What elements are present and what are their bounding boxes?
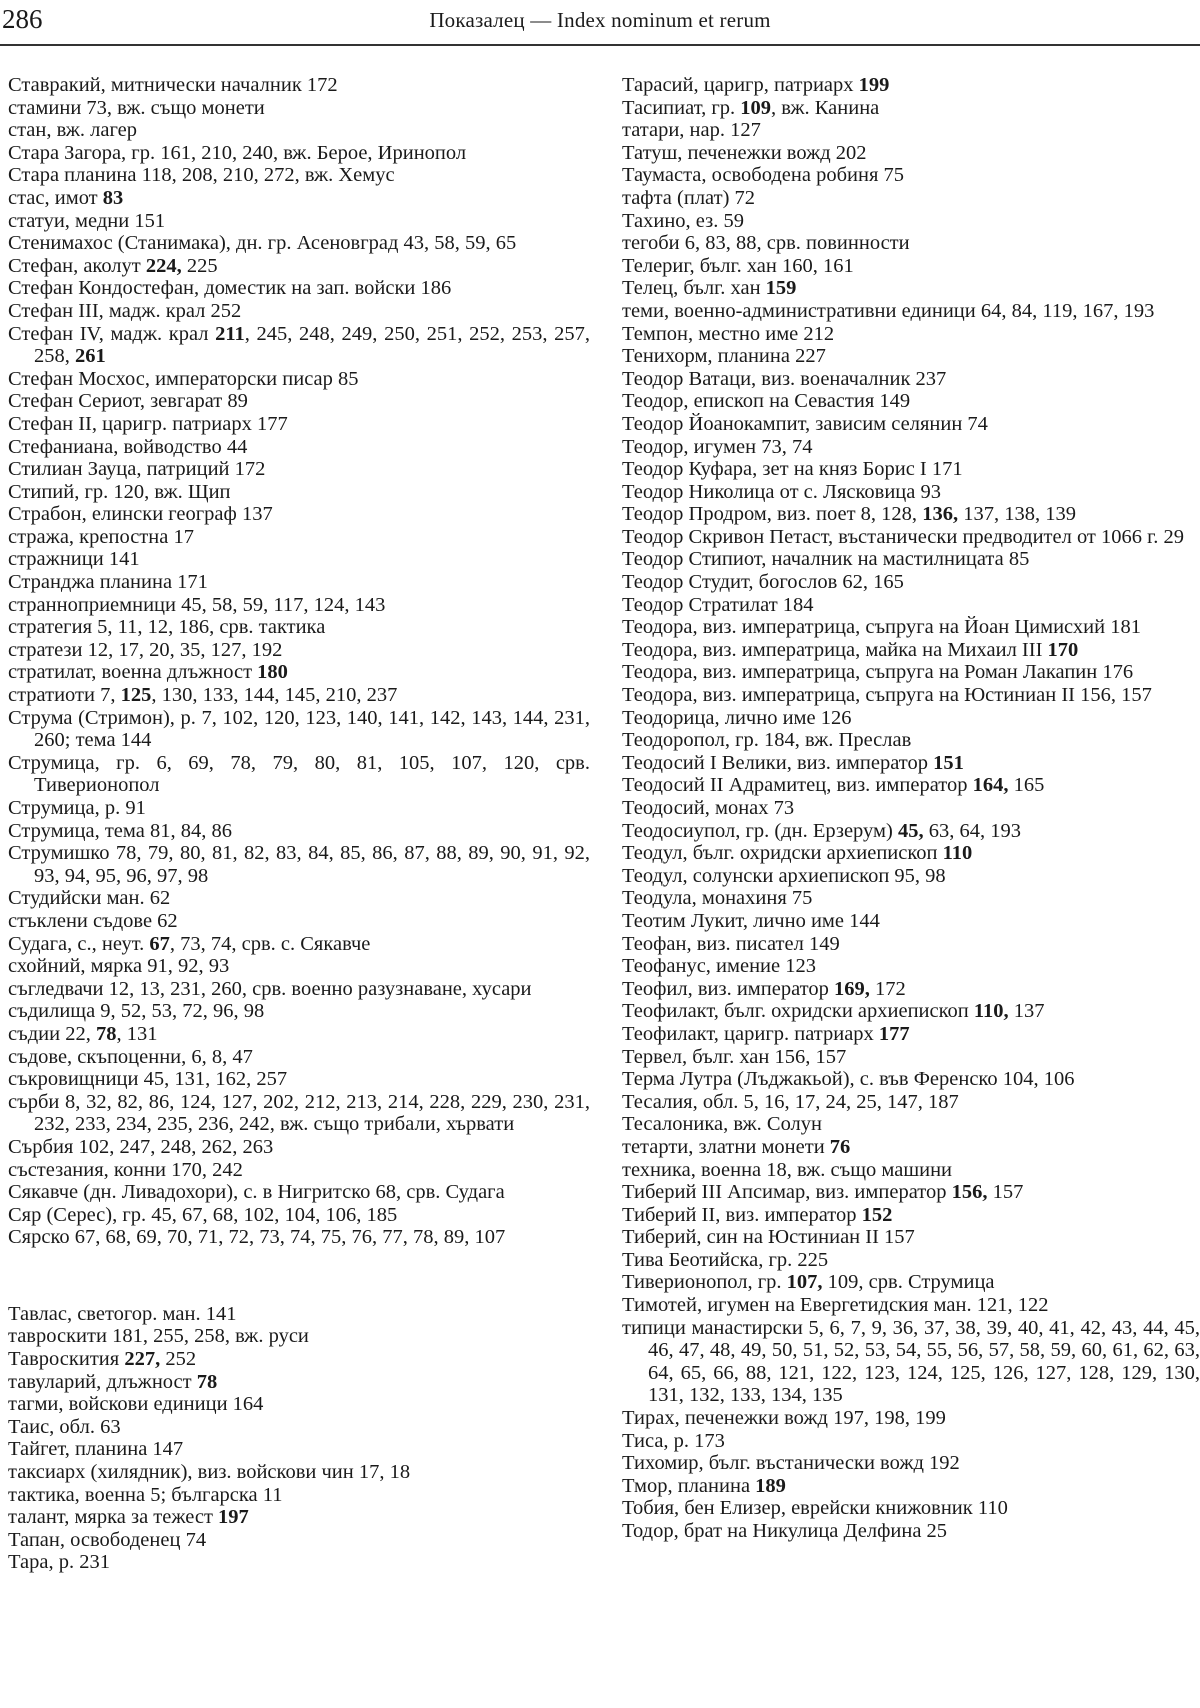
entry-text: стражници 141 bbox=[8, 548, 140, 571]
bold-page-ref: 151 bbox=[933, 751, 964, 774]
index-entry bbox=[8, 1438, 590, 1461]
entry-text: Теодула, монахиня 75 bbox=[622, 887, 813, 910]
index-entry bbox=[622, 729, 1200, 752]
index-entry bbox=[622, 526, 1200, 549]
index-entry bbox=[8, 1506, 590, 1529]
index-entry bbox=[8, 1371, 590, 1394]
entry-text: Тирах, печенежки вожд 197, 198, 199 bbox=[622, 1407, 946, 1430]
entry-text: стас, имот bbox=[8, 186, 103, 209]
entry-text: тафта (плат) 72 bbox=[622, 186, 756, 209]
index-entry bbox=[622, 119, 1200, 142]
index-entry bbox=[8, 1204, 590, 1227]
index-entry bbox=[8, 1136, 590, 1159]
index-entry bbox=[8, 1226, 590, 1249]
entry-text: талант, мярка за тежест bbox=[8, 1506, 219, 1529]
index-entry bbox=[622, 571, 1200, 594]
entry-text: Теофилакт, бълг. охридски архиепископ bbox=[622, 1000, 974, 1023]
index-entry bbox=[8, 1529, 590, 1552]
index-entry bbox=[622, 774, 1200, 797]
entry-text: тавроскити 181, 255, 258, вж. руси bbox=[8, 1325, 309, 1348]
entry-text: 137, 138, 139 bbox=[958, 503, 1076, 526]
entry-text: стратези 12, 17, 20, 35, 127, 192 bbox=[8, 638, 283, 661]
entry-text: Теодул, солунски архиепископ 95, 98 bbox=[622, 864, 946, 887]
entry-text: Струмица, р. 91 bbox=[8, 797, 146, 819]
entry-text: Теодоропол, гр. 184, вж. Преслав bbox=[622, 729, 912, 752]
entry-text: Студийски ман. 62 bbox=[8, 887, 171, 910]
index-entry bbox=[8, 1181, 590, 1204]
entry-text: стан, вж. лагер bbox=[8, 119, 137, 142]
entry-text: 109, срв. Струмица bbox=[822, 1271, 995, 1294]
entry-text: Тмор, планина bbox=[622, 1474, 756, 1497]
entry-text: Теодор Студит, богослов 62, 165 bbox=[622, 571, 904, 594]
entry-text: Теодор, епископ на Севастия 149 bbox=[622, 390, 911, 413]
bold-page-ref: 164, bbox=[972, 774, 1009, 797]
entry-text: Стефан IV, мадж. крал bbox=[8, 322, 216, 345]
index-entry bbox=[622, 978, 1200, 1001]
index-entry bbox=[8, 97, 590, 120]
entry-text: Тара, р. 231 bbox=[8, 1551, 110, 1574]
index-entry bbox=[8, 1159, 590, 1182]
index-entry bbox=[8, 955, 590, 978]
section-gap bbox=[8, 1249, 590, 1303]
index-entry bbox=[622, 752, 1200, 775]
entry-text: Стенимахос (Станимака), дн. гр. Асеновград 43, 58, 59, 65 bbox=[8, 232, 517, 255]
index-entry bbox=[622, 1068, 1200, 1091]
index-entry bbox=[8, 933, 590, 956]
entry-text: Телец, бълг. хан bbox=[622, 277, 766, 300]
entry-text: стратилат, военна длъжност bbox=[8, 661, 258, 684]
entry-text: Сърбия 102, 247, 248, 262, 263 bbox=[8, 1135, 274, 1158]
bold-page-ref: 159 bbox=[765, 277, 797, 300]
entry-text: Тиберий III Апсимар, виз. император bbox=[622, 1181, 952, 1204]
index-entry bbox=[622, 1271, 1200, 1294]
index-entry bbox=[8, 1484, 590, 1507]
entry-text: Темпон, местно име 212 bbox=[622, 322, 835, 345]
entry-text: Тавроскития bbox=[8, 1348, 125, 1371]
index-entry bbox=[8, 1551, 590, 1574]
entry-text: Теофил, виз. император bbox=[622, 977, 834, 1000]
entry-text: Стипий, гр. 120, вж. Щип bbox=[8, 480, 231, 503]
entry-text: Струмица, тема 81, 84, 86 bbox=[8, 819, 232, 842]
entry-text: Тобия, бен Елизер, еврейски книжовник 110 bbox=[622, 1497, 1008, 1520]
entry-text: Теодосий II Адрамитец, виз. император bbox=[622, 774, 973, 797]
bold-page-ref: 67 bbox=[149, 932, 170, 955]
entry-text: Тиберий II, виз. император bbox=[622, 1203, 862, 1226]
entry-text: стража, крепостна 17 bbox=[8, 525, 194, 548]
index-entry bbox=[622, 277, 1200, 300]
entry-text: 225 bbox=[181, 254, 218, 277]
index-entry bbox=[622, 639, 1200, 662]
entry-text: тетарти, златни монети bbox=[622, 1135, 830, 1158]
index-entry bbox=[622, 1430, 1200, 1453]
bold-page-ref: 169, bbox=[833, 977, 870, 1000]
entry-text: Сяр (Серес), гр. 45, 67, 68, 102, 104, 106, 185 bbox=[8, 1203, 398, 1226]
entry-text: Тиберий, син на Юстиниан II 157 bbox=[622, 1226, 915, 1249]
entry-text: Теотим Лукит, лично име 144 bbox=[622, 909, 880, 932]
entry-text: Теодор Скривон Петаст, въстанически предводител от 1066 г. 29 bbox=[622, 525, 1184, 548]
index-entry bbox=[622, 820, 1200, 843]
entry-text: Теодор Николица от с. Лясковица 93 bbox=[622, 480, 941, 503]
bold-page-ref: 83 bbox=[102, 186, 124, 209]
index-entry bbox=[8, 1461, 590, 1484]
index-entry bbox=[8, 503, 590, 526]
index-entry bbox=[622, 1249, 1200, 1272]
entry-text: Таис, обл. 63 bbox=[8, 1415, 121, 1438]
index-entry bbox=[8, 797, 590, 820]
index-entry bbox=[622, 413, 1200, 436]
index-entry bbox=[8, 978, 590, 1001]
bold-page-ref: 261 bbox=[75, 345, 106, 368]
index-entry bbox=[622, 210, 1200, 233]
index-entry bbox=[8, 616, 590, 639]
index-entry bbox=[622, 842, 1200, 865]
bold-page-ref: 180 bbox=[257, 661, 288, 684]
index-entry bbox=[8, 74, 590, 97]
entry-text: Тахино, ез. 59 bbox=[622, 209, 744, 232]
index-entry bbox=[622, 1475, 1200, 1498]
entry-text: стъклени съдове 62 bbox=[8, 909, 178, 932]
entry-text: Теодор, игумен 73, 74 bbox=[622, 435, 813, 458]
index-entry bbox=[8, 390, 590, 413]
index-entry bbox=[8, 1046, 590, 1069]
index-entry bbox=[8, 300, 590, 323]
index-entry bbox=[8, 164, 590, 187]
index-entry bbox=[622, 616, 1200, 639]
entry-text: Теодора, виз. императрица, майка на Михаил III bbox=[622, 638, 1048, 661]
index-entry bbox=[8, 887, 590, 910]
entry-text: Стефан Кондостефан, доместик на зап. войски 186 bbox=[8, 277, 452, 300]
index-entry bbox=[8, 707, 590, 752]
index-entry bbox=[622, 503, 1200, 526]
entry-text: Телериг, бълг. хан 160, 161 bbox=[622, 254, 854, 277]
entry-text: Тодор, брат на Никулица Делфина 25 bbox=[622, 1520, 948, 1542]
index-entry bbox=[8, 571, 590, 594]
index-entry bbox=[8, 481, 590, 504]
entry-text: Струмишко 78, 79, 80, 81, 82, 83, 84, 85, 86, 87, 88, 89, 90, 91, 92, 93, 94, 95, 96, 97, 98 bbox=[8, 842, 590, 887]
index-entry bbox=[622, 548, 1200, 571]
entry-text: Теодора, виз. императрица, съпруга на Йоан Цимисхий 181 bbox=[622, 616, 1141, 639]
bold-page-ref: 136, bbox=[922, 503, 959, 526]
entry-text: Татуш, печенежки вожд 202 bbox=[622, 141, 867, 164]
index-entry bbox=[622, 1000, 1200, 1023]
entry-text: Тиверионопол, гр. bbox=[622, 1271, 787, 1294]
entry-text: Теодор Йоанокампит, зависим селянин 74 bbox=[622, 412, 988, 435]
entry-text: Тавлас, светогор. ман. 141 bbox=[8, 1302, 237, 1325]
index-entry bbox=[8, 210, 590, 233]
index-entry bbox=[8, 368, 590, 391]
entry-text: 172 bbox=[869, 977, 906, 1000]
entry-text: Терма Лутра (Лъджакьой), с. във Ференско 104, 106 bbox=[622, 1068, 1075, 1091]
index-entry bbox=[622, 255, 1200, 278]
bold-page-ref: 197 bbox=[218, 1506, 249, 1529]
index-entry bbox=[622, 345, 1200, 368]
entry-text: Теодор Куфара, зет на княз Борис I 171 bbox=[622, 458, 963, 481]
index-entry bbox=[8, 548, 590, 571]
entry-text: Стефаниана, войводство 44 bbox=[8, 435, 248, 458]
running-head: Показалец — Index nominum et rerum bbox=[429, 8, 771, 32]
entry-text: Теодор Продром, виз. поет 8, 128, bbox=[622, 503, 923, 526]
entry-text: Теодора, виз. императрица, съпруга на Роман Лакапин 176 bbox=[622, 661, 1134, 684]
index-entry bbox=[622, 933, 1200, 956]
bold-page-ref: 78 bbox=[95, 1022, 117, 1045]
index-entry bbox=[622, 1407, 1200, 1430]
index-entry bbox=[622, 910, 1200, 933]
entry-text: Тенихорм, планина 227 bbox=[622, 345, 826, 368]
entry-text: Судага, с., неут. bbox=[8, 932, 150, 955]
index-entry bbox=[8, 910, 590, 933]
entry-text: съгледвачи 12, 13, 231, 260, срв. военно разузнаване, хусари bbox=[8, 977, 532, 1000]
entry-text: типици манастирски 5, 6, 7, 9, 36, 37, 38, 39, 40, 41, 42, 43, 44, 45, 46, 47, 48, 49, 50, 51, 52, 53, 54, 55, 56, 57, 58, 59, 60, 61, 62, 63, 64, 65, 66, 88, 121, 122, 123, 124, 125, 126, 127, 128, 129, 130, 131, 132, 133, 134, 135 bbox=[622, 1316, 1200, 1407]
entry-text: стамини 73, вж. също монети bbox=[8, 96, 265, 119]
index-entry bbox=[8, 526, 590, 549]
entry-text: Стара Загора, гр. 161, 210, 240, вж. Берое, Иринопол bbox=[8, 141, 467, 164]
page-number: 286 bbox=[2, 4, 43, 34]
entry-text: Стефан, аколут bbox=[8, 254, 146, 277]
index-entry bbox=[8, 1303, 590, 1326]
entry-text: тактика, военна 5; българска 11 bbox=[8, 1483, 283, 1506]
index-entry bbox=[622, 1204, 1200, 1227]
bold-page-ref: 109 bbox=[740, 96, 772, 119]
index-entry bbox=[622, 1317, 1200, 1407]
entry-text: Тиса, р. 173 bbox=[622, 1429, 725, 1452]
entry-text: Струмица, гр. 6, 69, 78, 79, 80, 81, 105, 107, 120, срв. Тиверионопол bbox=[8, 751, 590, 797]
entry-text: Теофан, виз. писател 149 bbox=[622, 932, 840, 955]
entry-text: съдии 22, bbox=[8, 1022, 96, 1045]
index-entry bbox=[622, 1113, 1200, 1136]
index-entry bbox=[622, 323, 1200, 346]
index-entry bbox=[8, 1000, 590, 1023]
index-entry bbox=[8, 661, 590, 684]
bold-page-ref: 107, bbox=[786, 1271, 823, 1294]
bold-page-ref: 152 bbox=[861, 1203, 893, 1226]
index-entry bbox=[8, 1325, 590, 1348]
index-entry bbox=[8, 684, 590, 707]
entry-text: Страбон, елински географ 137 bbox=[8, 503, 273, 526]
entry-text: Стефан II, царигр. патриарх 177 bbox=[8, 412, 288, 435]
index-entry bbox=[622, 1023, 1200, 1046]
index-entry bbox=[8, 119, 590, 142]
index-entry bbox=[622, 390, 1200, 413]
index-entry bbox=[8, 1393, 590, 1416]
entry-text: Ставракий, митнически началник 172 bbox=[8, 74, 338, 96]
entry-text: Теодорица, лично име 126 bbox=[622, 706, 852, 729]
index-entry bbox=[8, 842, 590, 887]
index-entry bbox=[8, 413, 590, 436]
index-entry bbox=[622, 1136, 1200, 1159]
index-entry bbox=[622, 481, 1200, 504]
index-entry bbox=[8, 323, 590, 368]
entry-text: стратиоти 7, bbox=[8, 684, 121, 707]
entry-text: Тасипиат, гр. bbox=[622, 96, 741, 119]
index-entry bbox=[622, 74, 1200, 97]
index-entry bbox=[622, 1294, 1200, 1317]
index-entry bbox=[622, 164, 1200, 187]
bold-page-ref: 156, bbox=[951, 1181, 988, 1204]
index-entry bbox=[622, 684, 1200, 707]
index-entry bbox=[8, 436, 590, 459]
entry-text: 157 bbox=[987, 1181, 1024, 1204]
index-entry bbox=[8, 1023, 590, 1046]
entry-text: Тарасий, царигр, патриарх bbox=[622, 74, 859, 96]
index-entry bbox=[622, 661, 1200, 684]
bold-page-ref: 110, bbox=[973, 1000, 1009, 1023]
index-entry bbox=[8, 255, 590, 278]
index-entry bbox=[622, 1046, 1200, 1069]
entry-text: теми, военно-административни единици 64, 84, 119, 167, 193 bbox=[622, 299, 1155, 322]
entry-text: Стефан Сериот, зевгарат 89 bbox=[8, 390, 248, 413]
entry-text: Стилиан Зауца, патриций 172 bbox=[8, 458, 266, 481]
entry-text: съдове, скъпоценни, 6, 8, 47 bbox=[8, 1045, 253, 1068]
index-entry bbox=[8, 187, 590, 210]
entry-text: Тихомир, бълг. въстанически вожд 192 bbox=[622, 1452, 960, 1475]
index-entry bbox=[622, 1497, 1200, 1520]
entry-text: тагми, войскови единици 164 bbox=[8, 1393, 264, 1416]
entry-text: Стара планина 118, 208, 210, 272, вж. Хемус bbox=[8, 164, 395, 187]
entry-text: Странджа планина 171 bbox=[8, 571, 208, 594]
entry-text: 63, 64, 193 bbox=[923, 819, 1021, 842]
entry-text: Теодосий I Велики, виз. император bbox=[622, 751, 934, 774]
entry-text: схойний, мярка 91, 92, 93 bbox=[8, 955, 230, 978]
entry-text: татари, нар. 127 bbox=[622, 119, 761, 142]
index-entry bbox=[8, 594, 590, 617]
entry-text: Тервел, бълг. хан 156, 157 bbox=[622, 1045, 847, 1068]
bold-page-ref: 125 bbox=[120, 684, 152, 707]
bold-page-ref: 189 bbox=[755, 1474, 786, 1497]
index-entry bbox=[622, 1181, 1200, 1204]
index-entry bbox=[622, 955, 1200, 978]
index-entry bbox=[8, 820, 590, 843]
entry-text: Тайгет, планина 147 bbox=[8, 1438, 184, 1461]
entry-text: Сярско 67, 68, 69, 70, 71, 72, 73, 74, 75, 76, 77, 78, 89, 107 bbox=[8, 1226, 506, 1249]
entry-text: състезания, конни 170, 242 bbox=[8, 1158, 243, 1181]
entry-text: , 245, 248, 249, 250, 251, 252, 253, 257, 258, bbox=[34, 322, 591, 368]
entry-text: Теодул, бълг. охридски архиепископ bbox=[622, 842, 943, 865]
entry-text: Сякавче (дн. Ливадохори), с. в Нигритско 68, срв. Судага bbox=[8, 1181, 505, 1204]
entry-text: техника, военна 18, вж. също машини bbox=[622, 1158, 953, 1181]
entry-text: Теодор Ватаци, виз. военачалник 237 bbox=[622, 367, 947, 390]
index-entry bbox=[622, 458, 1200, 481]
index-entry bbox=[8, 277, 590, 300]
entry-text: Струма (Стримон), р. 7, 102, 120, 123, 140, 141, 142, 143, 144, 231, 260; тема 144 bbox=[8, 706, 590, 752]
entry-text: съдилища 9, 52, 53, 72, 96, 98 bbox=[8, 1000, 265, 1023]
entry-text: Теодор Стратилат 184 bbox=[622, 593, 814, 616]
index-column-left bbox=[8, 74, 590, 1574]
index-entry bbox=[622, 1452, 1200, 1475]
entry-text: Теодосий, монах 73 bbox=[622, 797, 795, 819]
index-entry bbox=[622, 1226, 1200, 1249]
entry-text: Таумаста, освободена робиня 75 bbox=[622, 164, 905, 187]
index-entry bbox=[622, 436, 1200, 459]
index-entry bbox=[8, 1348, 590, 1371]
index-entry bbox=[8, 142, 590, 165]
entry-text: стратегия 5, 11, 12, 186, срв. тактика bbox=[8, 616, 326, 639]
entry-text: 137 bbox=[1008, 1000, 1045, 1023]
index-entry bbox=[622, 594, 1200, 617]
index-entry bbox=[8, 752, 590, 797]
entry-text: статуи, медни 151 bbox=[8, 209, 166, 232]
entry-text: Теофилакт, царигр. патриарх bbox=[622, 1022, 879, 1045]
index-entry bbox=[8, 639, 590, 662]
entry-text: сърби 8, 32, 82, 86, 124, 127, 202, 212, 213, 214, 228, 229, 230, 231, 232, 233, 234, 235, 236, 242, вж. също трибали, хървати bbox=[8, 1090, 590, 1136]
index-entry bbox=[622, 300, 1200, 323]
entry-text: , 73, 74, срв. с. Сякавче bbox=[169, 932, 371, 955]
bold-page-ref: 224, bbox=[145, 254, 182, 277]
entry-text: тегоби 6, 83, 88, срв. повинности bbox=[622, 232, 910, 255]
entry-text: Теодора, виз. императрица, съпруга на Юстиниан II 156, 157 bbox=[622, 684, 1152, 707]
bold-page-ref: 76 bbox=[829, 1135, 851, 1158]
index-entry bbox=[8, 458, 590, 481]
entry-text: съкровищници 45, 131, 162, 257 bbox=[8, 1068, 288, 1091]
index-entry bbox=[8, 232, 590, 255]
entry-text: , 131 bbox=[116, 1022, 158, 1045]
bold-page-ref: 177 bbox=[878, 1022, 910, 1045]
index-entry bbox=[622, 865, 1200, 888]
entry-text: Тимотей, игумен на Евергетидския ман. 121, 122 bbox=[622, 1294, 1049, 1317]
entry-text: Тива Беотийска, гр. 225 bbox=[622, 1248, 829, 1271]
index-entry bbox=[622, 368, 1200, 391]
entry-text: , 130, 133, 144, 145, 210, 237 bbox=[151, 684, 398, 707]
header-rule bbox=[0, 44, 1200, 46]
index-entry bbox=[622, 1159, 1200, 1182]
entry-text: Тесалоника, вж. Солун bbox=[622, 1113, 823, 1136]
entry-text: Тапан, освободенец 74 bbox=[8, 1528, 207, 1551]
bold-page-ref: 211 bbox=[215, 322, 245, 345]
entry-text: 165 bbox=[1008, 774, 1045, 797]
entry-text: таксиарх (хилядник), виз. войскови чин 17, 18 bbox=[8, 1461, 411, 1484]
bold-page-ref: 45, bbox=[897, 819, 924, 842]
entry-text: Теодор Стипиот, началник на мастилницата 85 bbox=[622, 548, 1030, 571]
entry-text: , вж. Канина bbox=[771, 96, 880, 119]
index-entry bbox=[622, 1091, 1200, 1114]
entry-text: Тесалия, обл. 5, 16, 17, 24, 25, 147, 187 bbox=[622, 1090, 959, 1113]
index-entry bbox=[622, 97, 1200, 120]
index-entry bbox=[622, 142, 1200, 165]
bold-page-ref: 110 bbox=[942, 842, 973, 865]
bold-page-ref: 78 bbox=[196, 1370, 218, 1393]
entry-text: Теодосиупол, гр. (дн. Ерзерум) bbox=[622, 819, 898, 842]
bold-page-ref: 227, bbox=[124, 1348, 161, 1371]
index-entry bbox=[622, 797, 1200, 820]
entry-text: Стефан Мосхос, императорски писар 85 bbox=[8, 367, 359, 390]
entry-text: тавуларий, длъжност bbox=[8, 1370, 197, 1393]
index-entry bbox=[622, 187, 1200, 210]
entry-text: странноприемници 45, 58, 59, 117, 124, 143 bbox=[8, 593, 386, 616]
entry-text: Стефан III, мадж. крал 252 bbox=[8, 299, 242, 322]
bold-page-ref: 199 bbox=[858, 74, 890, 96]
index-entry bbox=[8, 1416, 590, 1439]
entry-text: 252 bbox=[160, 1348, 197, 1371]
index-entry bbox=[622, 1520, 1200, 1543]
index-entry bbox=[8, 1068, 590, 1091]
index-column-right bbox=[622, 74, 1200, 1543]
bold-page-ref: 170 bbox=[1047, 638, 1079, 661]
index-entry bbox=[622, 707, 1200, 730]
index-entry bbox=[8, 1091, 590, 1136]
index-entry bbox=[622, 887, 1200, 910]
entry-text: Теофанус, имение 123 bbox=[622, 955, 816, 978]
index-entry bbox=[622, 232, 1200, 255]
